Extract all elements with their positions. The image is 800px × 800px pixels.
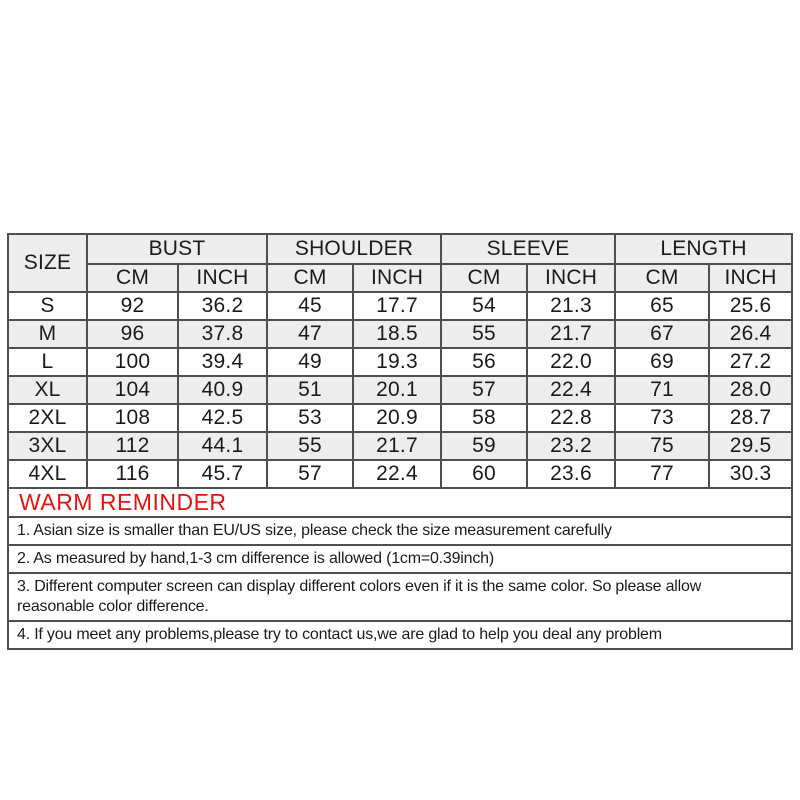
table-row-3xl — [8, 432, 792, 460]
measurement-cell: 22.8 — [527, 404, 615, 432]
size-chart-table — [7, 233, 793, 650]
measurement-cell: 45 — [267, 292, 353, 320]
measurement-cell: 69 — [615, 348, 709, 376]
size-cell: 2XL — [8, 404, 87, 432]
measurement-cell: 22.4 — [527, 376, 615, 404]
measurement-cell: 21.7 — [527, 320, 615, 348]
measurement-cell: 17.7 — [353, 292, 441, 320]
group-header-length: LENGTH — [615, 234, 792, 264]
measurement-cell: 104 — [87, 376, 178, 404]
unit-header-shoulder-inch: INCH — [353, 264, 441, 292]
size-cell: M — [8, 320, 87, 348]
table-row-l — [8, 348, 792, 376]
table-row-4xl — [8, 460, 792, 488]
unit-header-shoulder-cm: CM — [267, 264, 353, 292]
size-cell: L — [8, 348, 87, 376]
reminder-note-row-1 — [8, 517, 792, 545]
measurement-cell: 100 — [87, 348, 178, 376]
reminder-note-3: 3. Different computer screen can display different colors even if it is the same color. So please allow reasonable color difference. — [8, 573, 792, 621]
measurement-cell: 44.1 — [178, 432, 267, 460]
measurement-cell: 116 — [87, 460, 178, 488]
measurement-cell: 36.2 — [178, 292, 267, 320]
size-cell: XL — [8, 376, 87, 404]
measurement-cell: 23.2 — [527, 432, 615, 460]
group-header-sleeve: SLEEVE — [441, 234, 615, 264]
measurement-cell: 18.5 — [353, 320, 441, 348]
reminder-note-2: 2. As measured by hand,1-3 cm difference is allowed (1cm=0.39inch) — [8, 545, 792, 573]
unit-header-length-cm: CM — [615, 264, 709, 292]
measurement-cell: 28.7 — [709, 404, 792, 432]
reminder-note-row-4 — [8, 621, 792, 649]
measurement-cell: 65 — [615, 292, 709, 320]
measurement-cell: 71 — [615, 376, 709, 404]
measurement-cell: 112 — [87, 432, 178, 460]
table-row-2xl — [8, 404, 792, 432]
unit-header-sleeve-inch: INCH — [527, 264, 615, 292]
measurement-cell: 57 — [441, 376, 527, 404]
measurement-cell: 77 — [615, 460, 709, 488]
measurement-cell: 108 — [87, 404, 178, 432]
unit-header-bust-cm: CM — [87, 264, 178, 292]
measurement-cell: 23.6 — [527, 460, 615, 488]
measurement-cell: 96 — [87, 320, 178, 348]
reminder-note-1: 1. Asian size is smaller than EU/US size, please check the size measurement carefully — [8, 517, 792, 545]
measurement-cell: 37.8 — [178, 320, 267, 348]
reminder-note-4: 4. If you meet any problems,please try to contact us,we are glad to help you deal any problem — [8, 621, 792, 649]
measurement-cell: 42.5 — [178, 404, 267, 432]
group-header-row — [8, 234, 792, 264]
table-row-xl — [8, 376, 792, 404]
measurement-cell: 28.0 — [709, 376, 792, 404]
size-cell: 3XL — [8, 432, 87, 460]
measurement-cell: 49 — [267, 348, 353, 376]
measurement-cell: 55 — [441, 320, 527, 348]
measurement-cell: 19.3 — [353, 348, 441, 376]
measurement-cell: 73 — [615, 404, 709, 432]
group-header-shoulder: SHOULDER — [267, 234, 441, 264]
unit-header-row — [8, 264, 792, 292]
measurement-cell: 40.9 — [178, 376, 267, 404]
measurement-cell: 67 — [615, 320, 709, 348]
measurement-cell: 20.9 — [353, 404, 441, 432]
size-cell: S — [8, 292, 87, 320]
measurement-cell: 45.7 — [178, 460, 267, 488]
measurement-cell: 26.4 — [709, 320, 792, 348]
measurement-cell: 39.4 — [178, 348, 267, 376]
measurement-cell: 51 — [267, 376, 353, 404]
measurement-cell: 25.6 — [709, 292, 792, 320]
measurement-cell: 75 — [615, 432, 709, 460]
measurement-cell: 20.1 — [353, 376, 441, 404]
table-row-m — [8, 320, 792, 348]
size-cell: 4XL — [8, 460, 87, 488]
measurement-cell: 54 — [441, 292, 527, 320]
measurement-cell: 22.4 — [353, 460, 441, 488]
reminder-note-row-3 — [8, 573, 792, 621]
measurement-cell: 58 — [441, 404, 527, 432]
measurement-cell: 53 — [267, 404, 353, 432]
warm-reminder-row — [8, 488, 792, 517]
measurement-cell: 21.3 — [527, 292, 615, 320]
unit-header-bust-inch: INCH — [178, 264, 267, 292]
measurement-cell: 27.2 — [709, 348, 792, 376]
unit-header-length-inch: INCH — [709, 264, 792, 292]
warm-reminder-title: WARM REMINDER — [8, 488, 792, 517]
measurement-cell: 30.3 — [709, 460, 792, 488]
measurement-cell: 60 — [441, 460, 527, 488]
measurement-cell: 29.5 — [709, 432, 792, 460]
measurement-cell: 59 — [441, 432, 527, 460]
measurement-cell: 56 — [441, 348, 527, 376]
unit-header-sleeve-cm: CM — [441, 264, 527, 292]
reminder-note-row-2 — [8, 545, 792, 573]
measurement-cell: 57 — [267, 460, 353, 488]
measurement-cell: 92 — [87, 292, 178, 320]
measurement-cell: 21.7 — [353, 432, 441, 460]
measurement-cell: 55 — [267, 432, 353, 460]
group-header-bust: BUST — [87, 234, 267, 264]
table-row-s — [8, 292, 792, 320]
measurement-cell: 47 — [267, 320, 353, 348]
measurement-cell: 22.0 — [527, 348, 615, 376]
size-column-header: SIZE — [8, 234, 87, 292]
